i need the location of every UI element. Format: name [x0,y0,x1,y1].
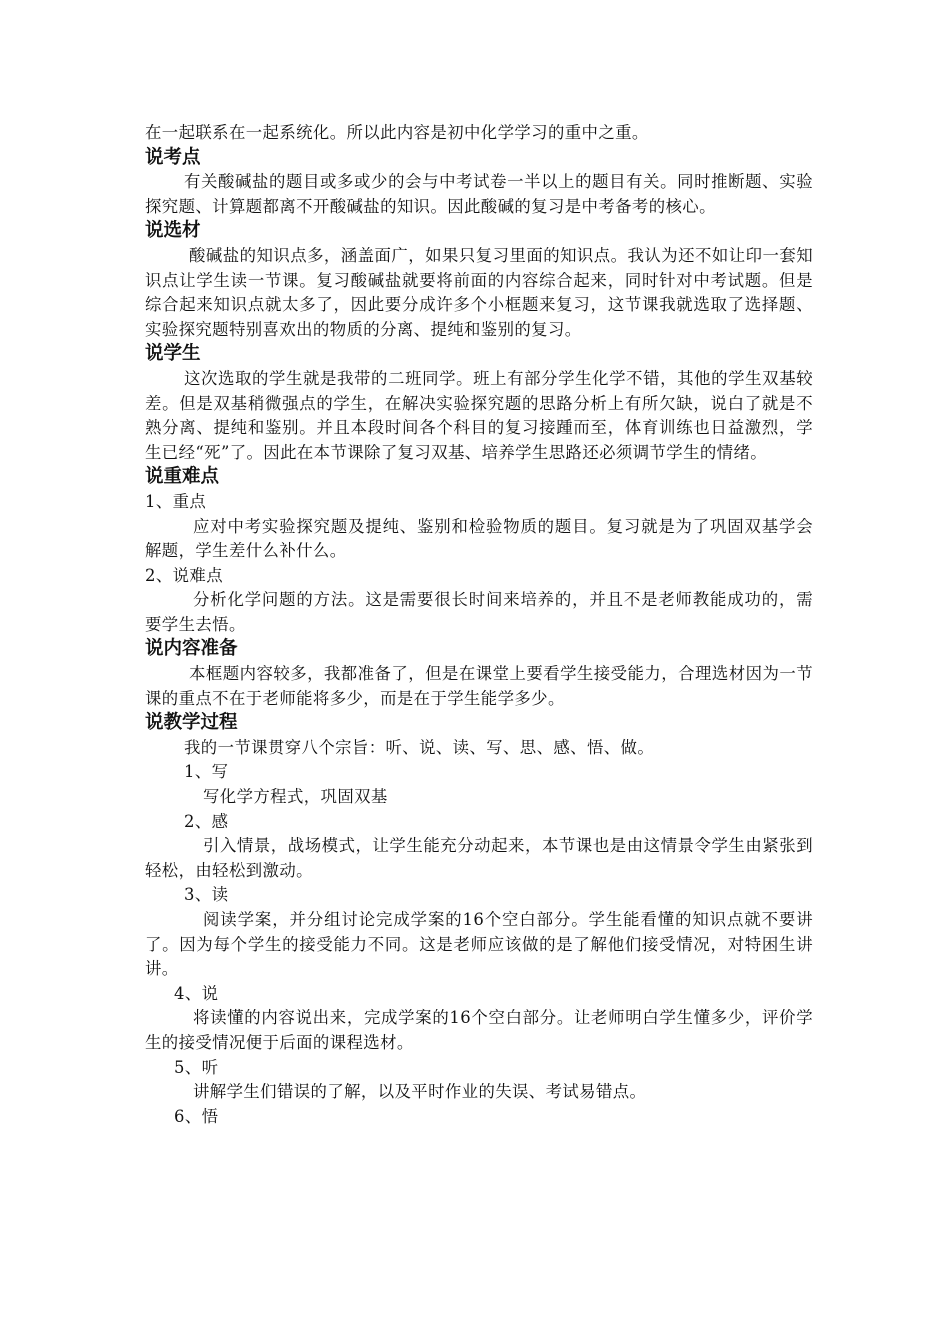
list-label-wu: 6、悟 [174,1106,219,1126]
list-paragraph-zhongdian: 应对中考实验探究题及提纯、鉴别和检验物质的题目。复习就是为了巩固双基学会解题，学生差什么补什么。 [145,516,813,561]
section-paragraph-xuancai: 酸碱盐的知识点多，涵盖面广，如果只复习里面的知识点。我认为还不如让印一套知识点让学生读一节课。复习酸碱盐就要将前面的内容综合起来，同时针对中考试题。但是综合起来知识点就太多了，因此要分成许多个小框题来复习，这节课我就选取了选择题、实验探究题特别喜欢出的物质的分离、提纯和鉴别的复习。 [145,245,813,339]
list-label-xie: 1、写 [184,762,229,782]
document-body [145,121,813,1129]
section-heading-neirong: 说内容准备 [145,638,238,660]
list-paragraph-ting: 讲解学生们错误的了解，以及平时作业的失误、考试易错点。 [193,1082,647,1102]
list-label-zhongdian: 1、重点 [145,491,207,511]
section-paragraph-kaodian: 有关酸碱盐的题目或多或少的会与中考试卷一半以上的题目有关。同时推断题、实验探究题、计算题都离不开酸碱盐的知识。因此酸碱的复习是中考备考的核心。 [145,172,813,216]
section-heading-xuesheng: 说学生 [145,343,201,365]
list-paragraph-nandian: 分析化学问题的方法。这是需要很长时间来培养的，并且不是老师教能成功的，需要学生去悟。 [145,590,813,634]
section-heading-guocheng: 说教学过程 [145,712,238,734]
list-paragraph-xie: 写化学方程式，巩固双基 [203,787,388,807]
section-heading-zhongnandian: 说重难点 [145,466,220,488]
list-label-gan: 2、感 [184,811,229,831]
list-paragraph-gan: 引入情景，战场模式，让学生能充分动起来，本节课也是由这情景令学生由紧张到轻松，由轻松到激动。 [145,836,813,880]
list-paragraph-du: 阅读学案，并分组讨论完成学案的16个空白部分。学生能看懂的知识点就不要讲了。因为每个学生的接受能力不同。这是老师应该做的是了解他们接受情况，对特困生讲讲。 [145,910,813,979]
list-label-du: 3、读 [184,885,229,905]
section-paragraph-neirong: 本框题内容较多，我都准备了，但是在课堂上要看学生接受能力，合理选材因为一节课的重点不在于老师能将多少，而是在于学生能学多少。 [145,664,813,708]
section-heading-kaodian: 说考点 [145,146,201,168]
list-label-ting: 5、听 [174,1057,219,1077]
section-paragraph-xuesheng: 这次选取的学生就是我带的二班同学。班上有部分学生化学不错，其他的学生双基较差。但是双基稍微强点的学生，在解决实验探究题的思路分析上有所欠缺，说白了就是不熟分离、提纯和鉴别。并且本段时间各个科目的复习接踵而至，体育训练也日益激烈，学生已经“死”了。因此在本节课除了复习双基、培养学生思路还必须调节学生的情绪。 [145,368,813,462]
list-label-shuo: 4、说 [174,983,219,1003]
list-paragraph-shuo: 将读懂的内容说出来，完成学案的16个空白部分。让老师明白学生懂多少，评价学生的接受情况便于后面的课程选材。 [145,1008,813,1052]
section-paragraph-guocheng-intro: 我的一节课贯穿八个宗旨：听、说、读、写、思、感、悟、做。 [184,737,655,757]
list-label-nandian: 2、说难点 [145,565,223,585]
section-heading-xuancai: 说选材 [145,220,201,242]
intro-text: 在一起联系在一起系统化。所以此内容是初中化学学习的重中之重。 [145,123,649,142]
